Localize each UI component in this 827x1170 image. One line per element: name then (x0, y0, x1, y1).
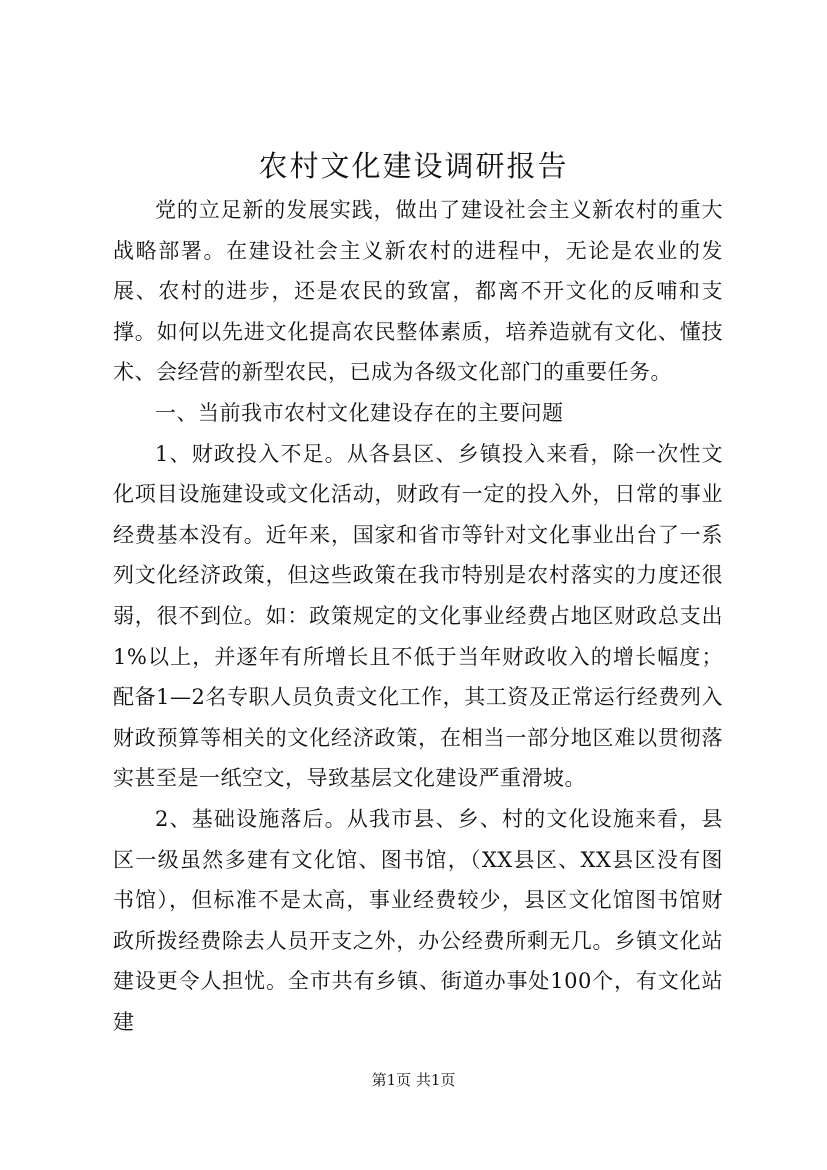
page-title: 农村文化建设调研报告 (258, 149, 569, 183)
page-footer: 第1页 共1页 (371, 1071, 456, 1089)
section-heading: 一、当前我市农村文化建设存在的主要问题 (155, 400, 564, 425)
paragraph-funding: 1、财政投入不足。从各县区、乡镇投入来看，除一次性文化项目设施建设或文化活动，财政有一定的投入外，日常的事业经费基本没有。近年来，国家和省市等针对文化事业出台了一系列文化经济政策，但这些政策在我市特别是农村落实的力度还很弱，很不到位。如：政策规定的文化事业经费占地区财政总支出1%以上，并逐年有所增长且不低于当年财政收入的增长幅度；配备1—2名专职人员负责文化工作，其工资及正常运行经费列入财政预算等相关的文化经济政策，在相当一部分地区难以贯彻落实甚至是一纸空文，导致基层文化建设严重滑坡。 (113, 441, 723, 791)
paragraph-intro: 党的立足新的发展实践，做出了建设社会主义新农村的重大战略部署。在建设社会主义新农村的进程中，无论是农业的发展、农村的进步，还是农民的致富，都离不开文化的反哺和支撑。如何以先进文化提高农民整体素质，培养造就有文化、懂技术、会经营的新型农民，已成为各级文化部门的重要任务。 (113, 198, 723, 385)
document-body (113, 190, 723, 1042)
paragraph-infrastructure: 2、基础设施落后。从我市县、乡、村的文化设施来看，县区一级虽然多建有文化馆、图书馆，（XX县区、XX县区没有图书馆），但标准不是太高，事业经费较少，县区文化馆图书馆财政所拨经费除去人员开支之外，办公经费所剩无几。乡镇文化站建设更令人担忧。全市共有乡镇、街道办事处100个，有文化站建 (113, 806, 723, 1034)
